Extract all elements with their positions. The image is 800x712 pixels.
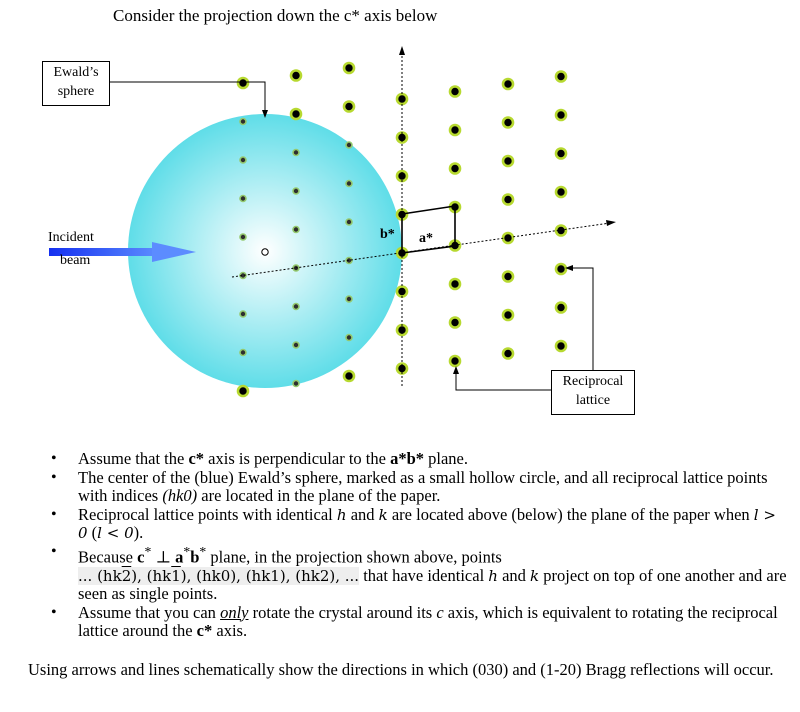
lattice-point — [240, 119, 246, 125]
lattice-point — [346, 335, 352, 341]
note-item: • Assume that the c* axis is perpendicular to the a*b* plane. — [48, 450, 788, 468]
lattice-point — [344, 63, 354, 73]
lattice-point — [240, 311, 246, 317]
note-item: • Because c* ⊥ a*b* plane, in the projection shown above, points ... (hk2), (hk1), (hk0), (hk1), (hk2), ... that have identical h and k project on top of one another and are seen as single points. — [48, 543, 788, 603]
lattice-point — [346, 219, 352, 225]
reciprocal-label-line2: lattice — [575, 393, 611, 408]
b-star-axis-arrowhead — [399, 46, 405, 55]
lattice-point — [293, 188, 299, 194]
lattice-point — [291, 71, 301, 81]
ewald-label-line2: sphere — [57, 84, 95, 99]
lattice-point — [240, 157, 246, 163]
lattice-point — [293, 304, 299, 310]
lattice-point — [346, 296, 352, 302]
lattice-point — [240, 234, 246, 240]
lattice-point — [556, 72, 566, 82]
lattice-point — [238, 78, 248, 88]
lattice-point — [503, 195, 513, 205]
lattice-point — [556, 264, 566, 274]
lattice-point — [503, 310, 513, 320]
lattice-point — [450, 87, 460, 97]
note-item: • The center of the (blue) Ewald’s sphere, marked as a small hollow circle, and all reciprocal lattice points with indices (hk0) are located in the plane of the paper. — [48, 469, 788, 505]
note-item: • Reciprocal lattice points with identical h and k are located above (below) the plane of the paper when l > 0 (l < 0). — [48, 506, 788, 542]
ewald-sphere-label — [42, 61, 110, 106]
reciprocal-label-line1: Reciprocal — [562, 374, 624, 389]
a-star-axis-arrowhead — [606, 220, 616, 226]
lattice-point — [238, 386, 248, 396]
lattice-point — [503, 79, 513, 89]
ewald-label-line1: Ewald’s — [53, 65, 99, 80]
lattice-point — [556, 303, 566, 313]
lattice-point — [293, 342, 299, 348]
lattice-point — [240, 196, 246, 202]
lattice-point — [556, 341, 566, 351]
lattice-point — [503, 272, 513, 282]
lattice-callout-line — [456, 373, 551, 390]
lattice-point — [556, 110, 566, 120]
notes-list — [48, 450, 788, 641]
lattice-point — [346, 181, 352, 187]
lattice-point — [346, 142, 352, 148]
incident-label: Incident — [48, 230, 94, 245]
task-text: Using arrows and lines schematically show the directions in which (030) and (1-20) Bragg reflections will occur. — [28, 660, 774, 679]
lattice-point — [344, 102, 354, 112]
lattice-point — [450, 164, 460, 174]
beam-label: beam — [60, 253, 91, 268]
lattice-point — [450, 318, 460, 328]
lattice-point — [556, 187, 566, 197]
b-star-label: b* — [380, 227, 395, 242]
lattice-point — [240, 350, 246, 356]
lattice-callout-line-b — [572, 268, 593, 370]
lattice-point — [556, 149, 566, 159]
ewald-center-marker — [262, 249, 268, 255]
lattice-point — [450, 356, 460, 366]
lattice-point — [293, 150, 299, 156]
lattice-point — [293, 227, 299, 233]
lattice-point — [450, 125, 460, 135]
lattice-point — [293, 381, 299, 387]
lattice-point — [503, 349, 513, 359]
lattice-point — [503, 233, 513, 243]
lattice-point — [291, 109, 301, 119]
lattice-point — [503, 156, 513, 166]
reciprocal-lattice-label — [551, 370, 635, 415]
lattice-point — [503, 118, 513, 128]
a-star-label: a* — [419, 231, 433, 246]
header-text: Consider the projection down the c* axis below — [113, 6, 438, 25]
note-item: • Assume that you can only rotate the crystal around its c axis, which is equivalent to rotating the reciprocal lattice around the c* axis. — [48, 604, 788, 640]
lattice-point — [344, 371, 354, 381]
lattice-point — [397, 94, 407, 104]
lattice-point — [450, 279, 460, 289]
